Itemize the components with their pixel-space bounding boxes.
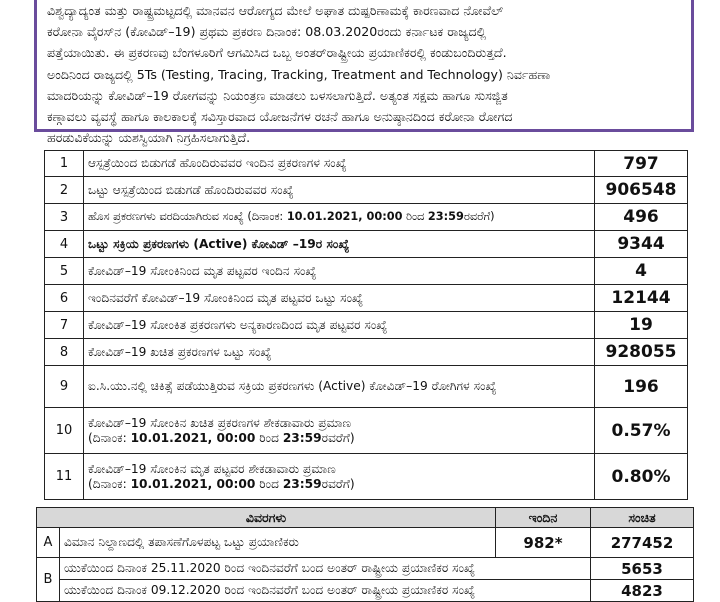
table-row bbox=[45, 231, 688, 258]
row-value: 4 bbox=[595, 258, 688, 285]
table-row bbox=[45, 204, 688, 231]
date-text: 10.01.2021, 00:00 bbox=[130, 476, 256, 491]
time-text: 23:59 bbox=[282, 476, 322, 491]
table-row bbox=[45, 258, 688, 285]
row-number: 6 bbox=[45, 285, 84, 312]
row-description: ವಿಮಾನ ನಿಲ್ದಾಣದಲ್ಲಿ ತಪಾಸಣೆಗೊಳಪಟ್ಟ ಒಟ್ಟು ಪ್ರಯಾಣಿಕರು bbox=[60, 528, 496, 558]
header-today: ಇಂದಿನ bbox=[496, 508, 591, 528]
row-cumulative-value: 277452 bbox=[591, 528, 694, 558]
table-row bbox=[45, 339, 688, 366]
intro-line: ಹರಡುವಿಕೆಯನ್ನು ಯಶಸ್ವಿಯಾಗಿ ನಿಗ್ರಹಿಸಲಾಗುತ್ತಿದೆ. bbox=[47, 130, 251, 146]
row-value: 19 bbox=[595, 312, 688, 339]
table-row bbox=[45, 151, 688, 177]
intro-line: ಮಾದರಿಯನ್ನು ಕೋವಿಡ್–19 ರೋಗವನ್ನು ನಿಯಂತ್ರಣ ಮಾಡಲು ಬಳಸಲಾಗುತ್ತಿದೆ. ಅತ್ಯಂತ ಸಕ್ಷಮ ಹಾಗೂ ಸುಸಜ್ಜಿತ bbox=[47, 87, 508, 103]
row-number: 11 bbox=[45, 454, 84, 500]
date-text: 10.01.2021, 00:00 bbox=[286, 210, 403, 223]
row-letter: A bbox=[37, 528, 60, 558]
intro-line: ಕಣ್ಗಾವಲು ವ್ಯವಸ್ಥೆ ಹಾಗೂ ಕಾಲಕಾಲಕ್ಕೆ ಸವಿಸ್ತಾರವಾದ ಯೋಜನೆಗಳ ರಚನೆ ಹಾಗೂ ಅನುಷ್ಠಾನದಿಂದ ಕರೋನಾ ರೋಗದ bbox=[47, 109, 513, 125]
row-description: ಕೋವಿಡ್–19 ಖಚಿತ ಪ್ರಕರಣಗಳ ಒಟ್ಟು ಸಂಖ್ಯೆ bbox=[84, 339, 595, 366]
desc-text: ರವರೆಗೆ) bbox=[321, 430, 355, 445]
row-number: 5 bbox=[45, 258, 84, 285]
row-description bbox=[84, 204, 595, 231]
intro-line: ವಿಶ್ವದ್ಯಾದ್ಯಂತ ಮತ್ತು ರಾಷ್ಟ್ರಮಟ್ಟದಲ್ಲಿ ಮಾನವನ ಆರೋಗ್ಯದ ಮೇಲೆ ಅಘಾತ ದುಷ್ಪರಿಣಾಮಕ್ಕೆ ಕಾರಣವಾದ ನೋವೆಲ್ bbox=[47, 3, 504, 18]
desc-text: ರಿಂದ bbox=[402, 210, 428, 223]
row-description: ಕೋವಿಡ್–19 ಸೋಂಕಿತ ಪ್ರಕರಣಗಳು ಅನ್ಯಕಾರಣದಿಂದ ಮೃತ ಪಟ್ಟವರ ಸಂಖ್ಯೆ bbox=[84, 312, 595, 339]
statistics-table bbox=[44, 150, 688, 500]
table-row bbox=[45, 454, 688, 500]
date-text: 10.01.2021, 00:00 bbox=[130, 430, 256, 445]
row-number: 2 bbox=[45, 177, 84, 204]
header-details: ವಿವರಗಳು bbox=[37, 508, 496, 528]
table-row bbox=[37, 580, 694, 602]
row-description: ಯುಕೆಯಿಂದ ದಿನಾಂಕ 25.11.2020 ರಿಂದ ಇಂದಿನವರೆಗೆ ಬಂದ ಅಂತರ್ ರಾಷ್ಟ್ರೀಯ ಪ್ರಯಾಣಿಕರ ಸಂಖ್ಯೆ bbox=[60, 558, 591, 580]
desc-text: ರಿಂದ bbox=[255, 476, 283, 491]
desc-text: ಹೊಸ ಪ್ರಕರಣಗಳು ವರದಿಯಾಗಿರುವ ಸಂಖ್ಯೆ (ದಿನಾಂಕ: bbox=[88, 210, 287, 223]
desc-text: ಕೋವಿಡ್–19 ಸೋಂಕಿನ ಖಚಿತ ಪ್ರಕರಣಗಳ ಶೇಕಡಾವಾರು ಪ್ರಮಾಣ bbox=[88, 415, 352, 430]
travellers-table bbox=[36, 507, 694, 602]
desc-text: (ದಿನಾಂಕ: bbox=[88, 476, 131, 491]
row-number: 1 bbox=[45, 151, 84, 177]
row-value: 797 bbox=[595, 151, 688, 177]
intro-line: ಪತ್ತೆಯಾಯಿತು. ಈ ಪ್ರಕರಣವು ಬೆಂಗಳೂರಿಗೆ ಆಗಮಿಸಿದ ಒಬ್ಬ ಅಂತರ್‌ರಾಷ್ಟ್ರೀಯ ಪ್ರಯಾಣಿಕರಲ್ಲಿ ಕಂಡುಬಂದಿರುತ್ತದೆ. bbox=[47, 45, 507, 61]
table-row bbox=[45, 312, 688, 339]
row-value: 12144 bbox=[595, 285, 688, 312]
row-value: 0.80% bbox=[595, 454, 688, 500]
row-description: ಐ.ಸಿ.ಯು.ನಲ್ಲಿ ಚಿಕಿತ್ಸೆ ಪಡೆಯುತ್ತಿರುವ ಸಕ್ರಿಯ ಪ್ರಕರಣಗಳು (Active) ಕೋವಿಡ್–19 ರೋಗಿಗಳ ಸಂಖ್ಯೆ bbox=[84, 366, 595, 408]
row-description: ಯುಕೆಯಿಂದ ದಿನಾಂಕ 09.12.2020 ರಿಂದ ಇಂದಿನವರೆಗೆ ಬಂದ ಅಂತರ್ ರಾಷ್ಟ್ರೀಯ ಪ್ರಯಾಣಿಕರ ಸಂಖ್ಯೆ bbox=[60, 580, 591, 602]
desc-text: (ದಿನಾಂಕ: bbox=[88, 430, 131, 445]
desc-text: ರವರೆಗೆ) bbox=[321, 476, 355, 491]
row-number: 7 bbox=[45, 312, 84, 339]
row-description: ಆಸ್ಪತ್ರೆಯಿಂದ ಬಿಡುಗಡೆ ಹೊಂದಿರುವವರ ಇಂದಿನ ಪ್ರಕರಣಗಳ ಸಂಖ್ಯೆ bbox=[84, 151, 595, 177]
row-description bbox=[84, 408, 595, 454]
date-range bbox=[88, 477, 590, 492]
table-row bbox=[45, 285, 688, 312]
row-description: ಒಟ್ಟು ಆಸ್ಪತ್ರೆಯಿಂದ ಬಿಡುಗಡೆ ಹೊಂದಿರುವವರ ಸಂಖ್ಯೆ bbox=[84, 177, 595, 204]
table-row bbox=[37, 528, 694, 558]
desc-text: ರವರೆಗೆ) bbox=[463, 210, 495, 223]
desc-text: ಕೋವಿಡ್–19 ಸೋಂಕಿನ ಮೃತ ಪಟ್ಟವರ ಶೇಕಡಾವಾರು ಪ್ರಮಾಣ bbox=[88, 461, 336, 476]
row-value: 0.57% bbox=[595, 408, 688, 454]
row-description: ಒಟ್ಟು ಸಕ್ರಿಯ ಪ್ರಕರಣಗಳು (Active) ಕೋವಿಡ್ –19ರ ಸಂಖ್ಯೆ bbox=[84, 231, 595, 258]
row-value: 906548 bbox=[595, 177, 688, 204]
row-description: ಇಂದಿನವರೆಗೆ ಕೋವಿಡ್–19 ಸೋಂಕಿನಿಂದ ಮೃತ ಪಟ್ಟವರ ಒಟ್ಟು ಸಂಖ್ಯೆ bbox=[84, 285, 595, 312]
time-text: 23:59 bbox=[427, 210, 464, 223]
time-text: 23:59 bbox=[282, 430, 322, 445]
row-value: 196 bbox=[595, 366, 688, 408]
row-number: 8 bbox=[45, 339, 84, 366]
row-description: ಕೋವಿಡ್–19 ಸೋಂಕಿನಿಂದ ಮೃತ ಪಟ್ಟವರ ಇಂದಿನ ಸಂಖ್ಯೆ bbox=[84, 258, 595, 285]
row-number: 9 bbox=[45, 366, 84, 408]
desc-text: ರಿಂದ bbox=[255, 430, 283, 445]
row-value: 496 bbox=[595, 204, 688, 231]
intro-line: ಅಂದಿನಿಂದ ರಾಜ್ಯದಲ್ಲಿ 5Ts (Testing, Tracing, Tracking, Treatment and Technology) ನಿರ್ವಹಣಾ bbox=[47, 66, 551, 82]
table-row bbox=[45, 366, 688, 408]
row-cumulative-value: 4823 bbox=[591, 580, 694, 602]
header-cumulative: ಸಂಚಿತ bbox=[591, 508, 694, 528]
intro-box bbox=[34, 0, 694, 146]
date-range bbox=[88, 431, 590, 446]
row-value: 928055 bbox=[595, 339, 688, 366]
row-value: 9344 bbox=[595, 231, 688, 258]
intro-line: ಕರೋನಾ ವೈರಸ್‌ನ (ಕೋವಿಡ್–19) ಪ್ರಥಮ ಪ್ರಕರಣ ದಿನಾಂಕ: 08.03.2020ರಂದು ಕರ್ನಾಟಕ ರಾಜ್ಯದಲ್ಲಿ bbox=[47, 24, 487, 40]
row-number: 3 bbox=[45, 204, 84, 231]
table-row bbox=[37, 558, 694, 580]
table-row bbox=[45, 408, 688, 454]
row-today-value: 982* bbox=[496, 528, 591, 558]
row-cumulative-value: 5653 bbox=[591, 558, 694, 580]
row-number: 10 bbox=[45, 408, 84, 454]
row-number: 4 bbox=[45, 231, 84, 258]
row-letter: B bbox=[37, 558, 60, 602]
row-description bbox=[84, 454, 595, 500]
table-header-row bbox=[37, 508, 694, 528]
table-row bbox=[45, 177, 688, 204]
